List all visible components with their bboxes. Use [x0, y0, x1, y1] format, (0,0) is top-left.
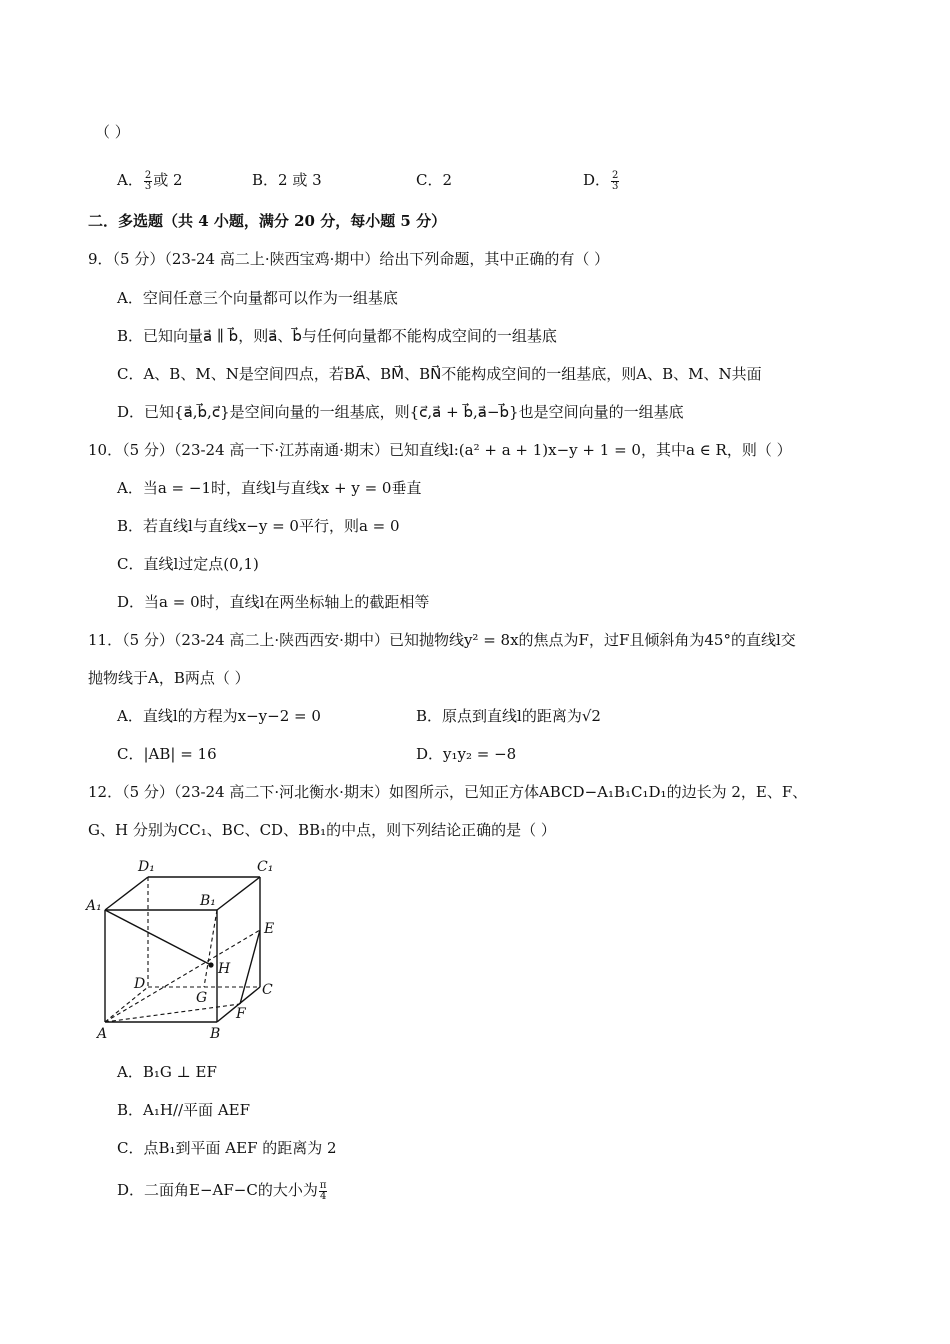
- label-b1: B₁: [200, 893, 216, 909]
- cube-figure: [80, 850, 290, 1045]
- q12-option-d-fraction: $\frac{\pi}{4}$: [319, 1179, 327, 1202]
- q12-option-b: B．A₁H//平面 AEF: [117, 1101, 251, 1119]
- q12-option-a: A．B₁G ⊥ EF: [117, 1063, 217, 1081]
- q11-option-d: D．y₁y₂ = −8: [416, 745, 517, 763]
- q8-option-a-fraction: $\frac{2}{3}$: [144, 169, 152, 192]
- q9-option-b: B．已知向量a⃗ ∥ b⃗，则a⃗、b⃗与任何向量都不能构成空间的一组基底: [117, 327, 557, 345]
- label-e: E: [264, 921, 275, 937]
- edge-a1-d1: [105, 877, 148, 910]
- q12-option-c: C．点B₁到平面 AEF 的距离为 2: [117, 1139, 337, 1157]
- q11-stem-line1: 11．（5 分）（23-24 高二上·陕西西安·期中）已知抛物线y² = 8x的焦点为F，过F且倾斜角为45°的直线l交: [88, 631, 796, 649]
- q9-stem: 9．（5 分）（23-24 高二上·陕西宝鸡·期中）给出下列命题，其中正确的有（ ）: [88, 250, 610, 268]
- q11-option-a: A．直线l的方程为x−y−2 = 0: [117, 707, 321, 725]
- label-a1: A₁: [86, 898, 102, 914]
- q12-stem-line2: G、H 分别为CC₁、BC、CD、BB₁的中点，则下列结论正确的是（ ）: [88, 821, 556, 839]
- q9-option-d: D．已知{a⃗,b⃗,c⃗}是空间向量的一组基底，则{c⃗,a⃗ + b⃗,a⃗−b⃗}也是空间向量的一组基底: [117, 403, 684, 421]
- q8-option-a: A． $\frac{2}{3}$ 或 2: [117, 169, 183, 192]
- label-d: D: [134, 976, 146, 992]
- label-c1: C₁: [257, 859, 274, 875]
- q9-option-a: A．空间任意三个向量都可以作为一组基底: [117, 289, 398, 307]
- label-g: G: [196, 990, 208, 1006]
- q8-option-b: B．2 或 3: [252, 171, 322, 189]
- q10-option-c: C．直线l过定点(0,1): [117, 555, 259, 573]
- point-h: [208, 962, 213, 967]
- q12-stem-line1: 12．（5 分）（23-24 高二下·河北衡水·期末）如图所示，已知正方体ABCD−A₁B₁C₁D₁的边长为 2，E、F、: [88, 783, 808, 801]
- q9-option-c: C．A、B、M、N是空间四点，若BA⃗、BM⃗、BN⃗不能构成空间的一组基底，则A、B、M、N共面: [117, 365, 762, 383]
- label-a: A: [97, 1026, 108, 1042]
- segment-f-e: [240, 930, 260, 1004]
- q8-option-d: D． $\frac{2}{3}$: [583, 169, 619, 192]
- label-h: H: [218, 961, 231, 977]
- top-paren: （ ）: [95, 123, 130, 141]
- section-title: 二．多选题（共 4 小题，满分 20 分，每小题 5 分）: [88, 212, 447, 230]
- label-c: C: [262, 982, 273, 998]
- q8-option-c: C．2: [416, 171, 453, 189]
- q10-stem: 10．（5 分）（23-24 高一下·江苏南通·期末）已知直线l:(a² + a + 1)x−y + 1 = 0，其中a ∈ R，则（ ）: [88, 441, 792, 459]
- hidden-segment-b1-g: [204, 910, 217, 987]
- label-f: F: [236, 1006, 246, 1022]
- q11-stem-line2: 抛物线于A，B两点（ ）: [88, 669, 250, 687]
- segment-a1-h: [105, 910, 211, 965]
- q11-option-c: C．|AB| = 16: [117, 745, 217, 763]
- q10-option-b: B．若直线l与直线x−y = 0平行，则a = 0: [117, 517, 400, 535]
- q12-option-d: D．二面角E−AF−C的大小为 $\frac{\pi}{4}$: [117, 1179, 327, 1202]
- q10-option-d: D．当a = 0时，直线l在两坐标轴上的截距相等: [117, 593, 430, 611]
- q8-option-d-fraction: $\frac{2}{3}$: [612, 169, 619, 192]
- q11-option-b: B．原点到直线l的距离为√2: [416, 707, 601, 725]
- label-b: B: [210, 1026, 221, 1042]
- q10-option-a: A．当a = −1时，直线l与直线x + y = 0垂直: [117, 479, 422, 497]
- label-d1: D₁: [138, 859, 155, 875]
- edge-b1-c1: [217, 877, 260, 910]
